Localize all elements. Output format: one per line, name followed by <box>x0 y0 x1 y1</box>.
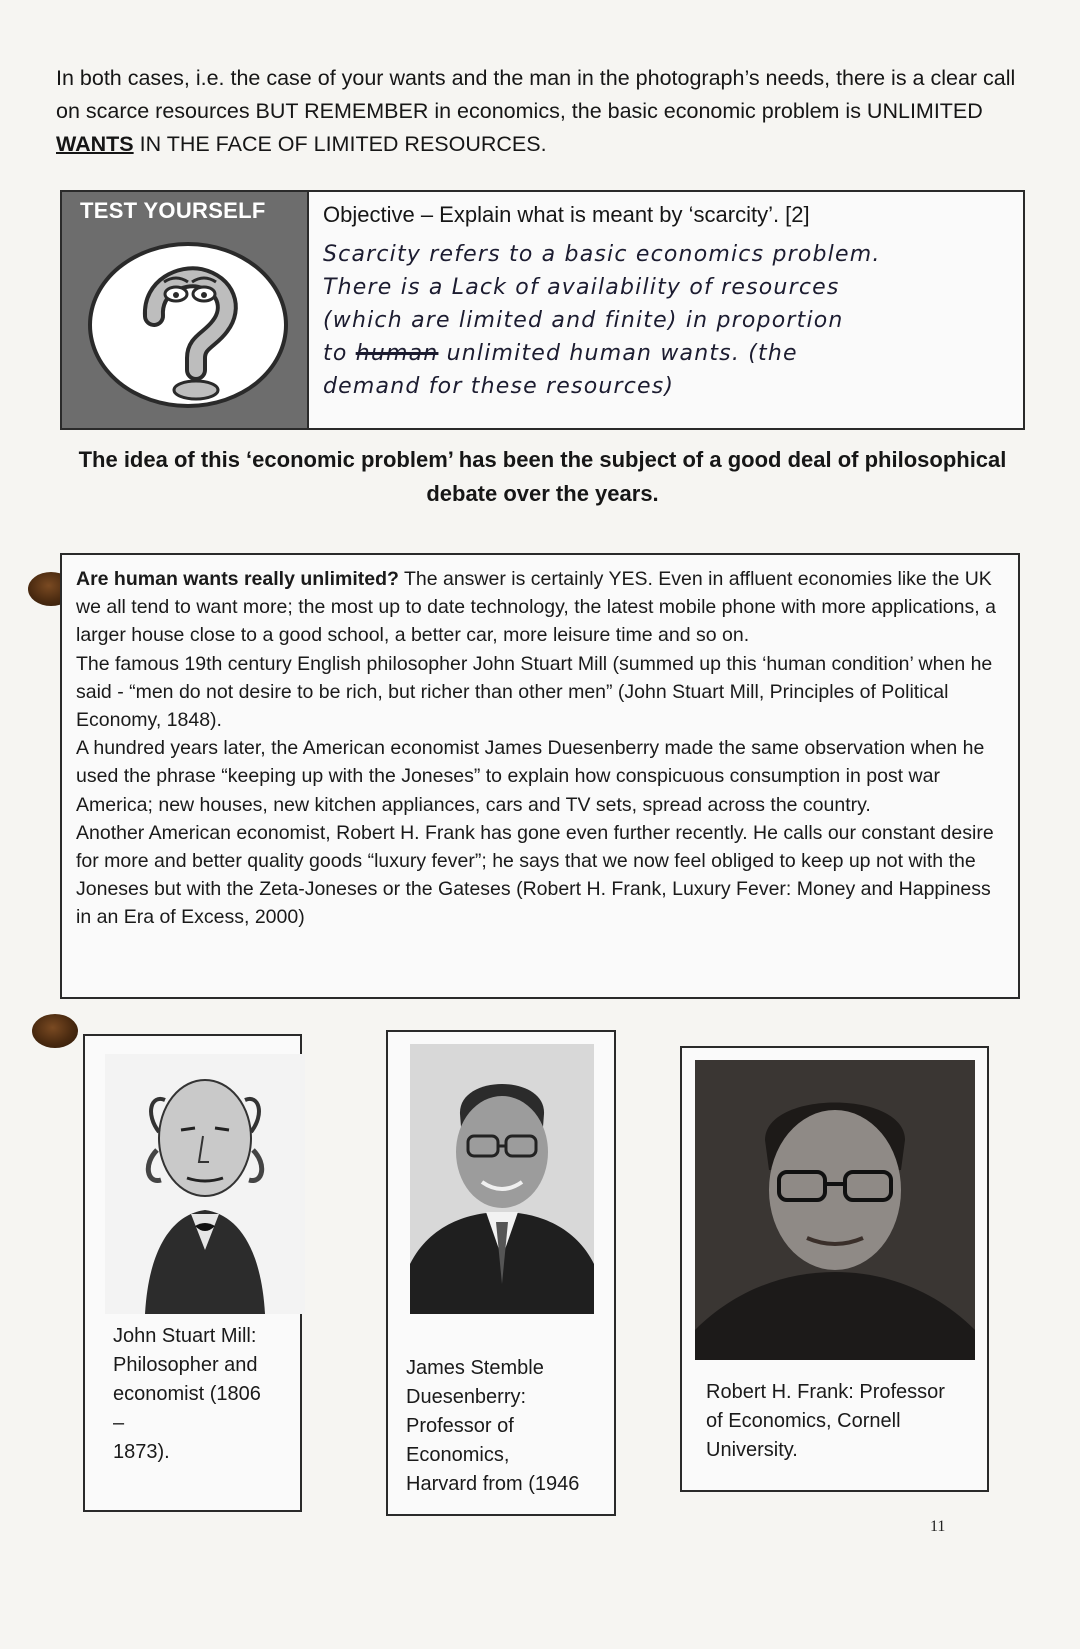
portrait-caption: James Stemble Duesenberry: Professor of Economics, Harvard from (1946 <box>406 1357 580 1495</box>
portrait-card-duesenberry <box>386 1030 616 1516</box>
test-yourself-content <box>307 192 1023 428</box>
essay-paragraph: A hundred years later, the American economist James Duesenberry made the same observation when he used the phrase “keeping up with the Joneses” to explain how conspicuous consumption in post war America; new houses, new kitchen appliances, cars and TV sets, spread across the country. <box>76 737 985 816</box>
answer-line: Scarcity refers to a basic economics problem. <box>323 242 881 267</box>
portrait-mill-image <box>105 1054 305 1314</box>
portrait-duesenberry-image <box>410 1044 594 1314</box>
debate-heading: The idea of this ‘economic problem’ has been the subject of a good deal of philosophical debate over the years. <box>78 447 1007 506</box>
test-yourself-sidebar <box>62 192 307 428</box>
portrait-caption: Robert H. Frank: Professor of Economics, Cornell University. <box>706 1381 945 1461</box>
answer-line: There is a Lack of availability of resources <box>323 275 840 300</box>
essay-box <box>60 553 1020 999</box>
wants-underlined: WANTS <box>56 132 134 156</box>
test-yourself-box <box>60 190 1025 430</box>
essay-paragraph: The famous 19th century English philosopher John Stuart Mill (summed up this ‘human condition’ when he <box>76 652 993 675</box>
essay-paragraph: for more and better quality goods “luxury fever”; he says that we now feel obliged to keep up not with the Joneses but with the Zeta-Joneses or the Gateses (Robert H. Frank, Luxury Fever: Money and Happiness in an Era of Excess, 2000) <box>76 850 991 929</box>
question-mark-icon <box>88 242 288 408</box>
essay-lead: Are human wants really unlimited? <box>76 568 399 590</box>
portrait-caption: John Stuart Mill: Philosopher and economist (1806 – 1873). <box>113 1325 261 1463</box>
essay-paragraph: said - “men do not desire to be rich, but richer than other men” (John Stuart Mill, Principles of Political Economy, 1848). <box>76 680 949 732</box>
answer-line: demand for these resources) <box>323 374 675 399</box>
essay-paragraph: Are human wants really unlimited? The answer is certainly YES. Even in affluent economies like the UK we all tend to want more; the most up to date technology, the latest mobile phone with more applications, a larger house close to a good school, a better car, more leisure time and so on. <box>76 568 996 647</box>
portrait-card-frank <box>680 1046 989 1492</box>
portrait-card-mill <box>83 1034 302 1512</box>
answer-line: (which are limited and finite) in proportion <box>323 308 844 333</box>
punch-hole <box>32 1014 78 1048</box>
test-question: Objective – Explain what is meant by ‘scarcity’. [2] <box>323 202 810 227</box>
intro-paragraph: In both cases, i.e. the case of your wants and the man in the photograph’s needs, there is a clear call on scarce resources BUT REMEMBER in economics, the basic economic problem is UNLIMITED WANTS IN THE FACE OF LIMITED RESOURCES. <box>56 66 1016 156</box>
portrait-frank-image <box>695 1060 975 1360</box>
answer-line: to human unlimited human wants. (the <box>323 341 798 366</box>
handwritten-answer <box>323 238 1011 403</box>
struck-word: human <box>355 341 439 366</box>
essay-paragraph: Another American economist, Robert H. Frank has gone even further recently. He calls our constant desire <box>76 821 994 844</box>
test-yourself-label: TEST YOURSELF <box>80 198 266 223</box>
page-number: 11 <box>930 1518 946 1535</box>
